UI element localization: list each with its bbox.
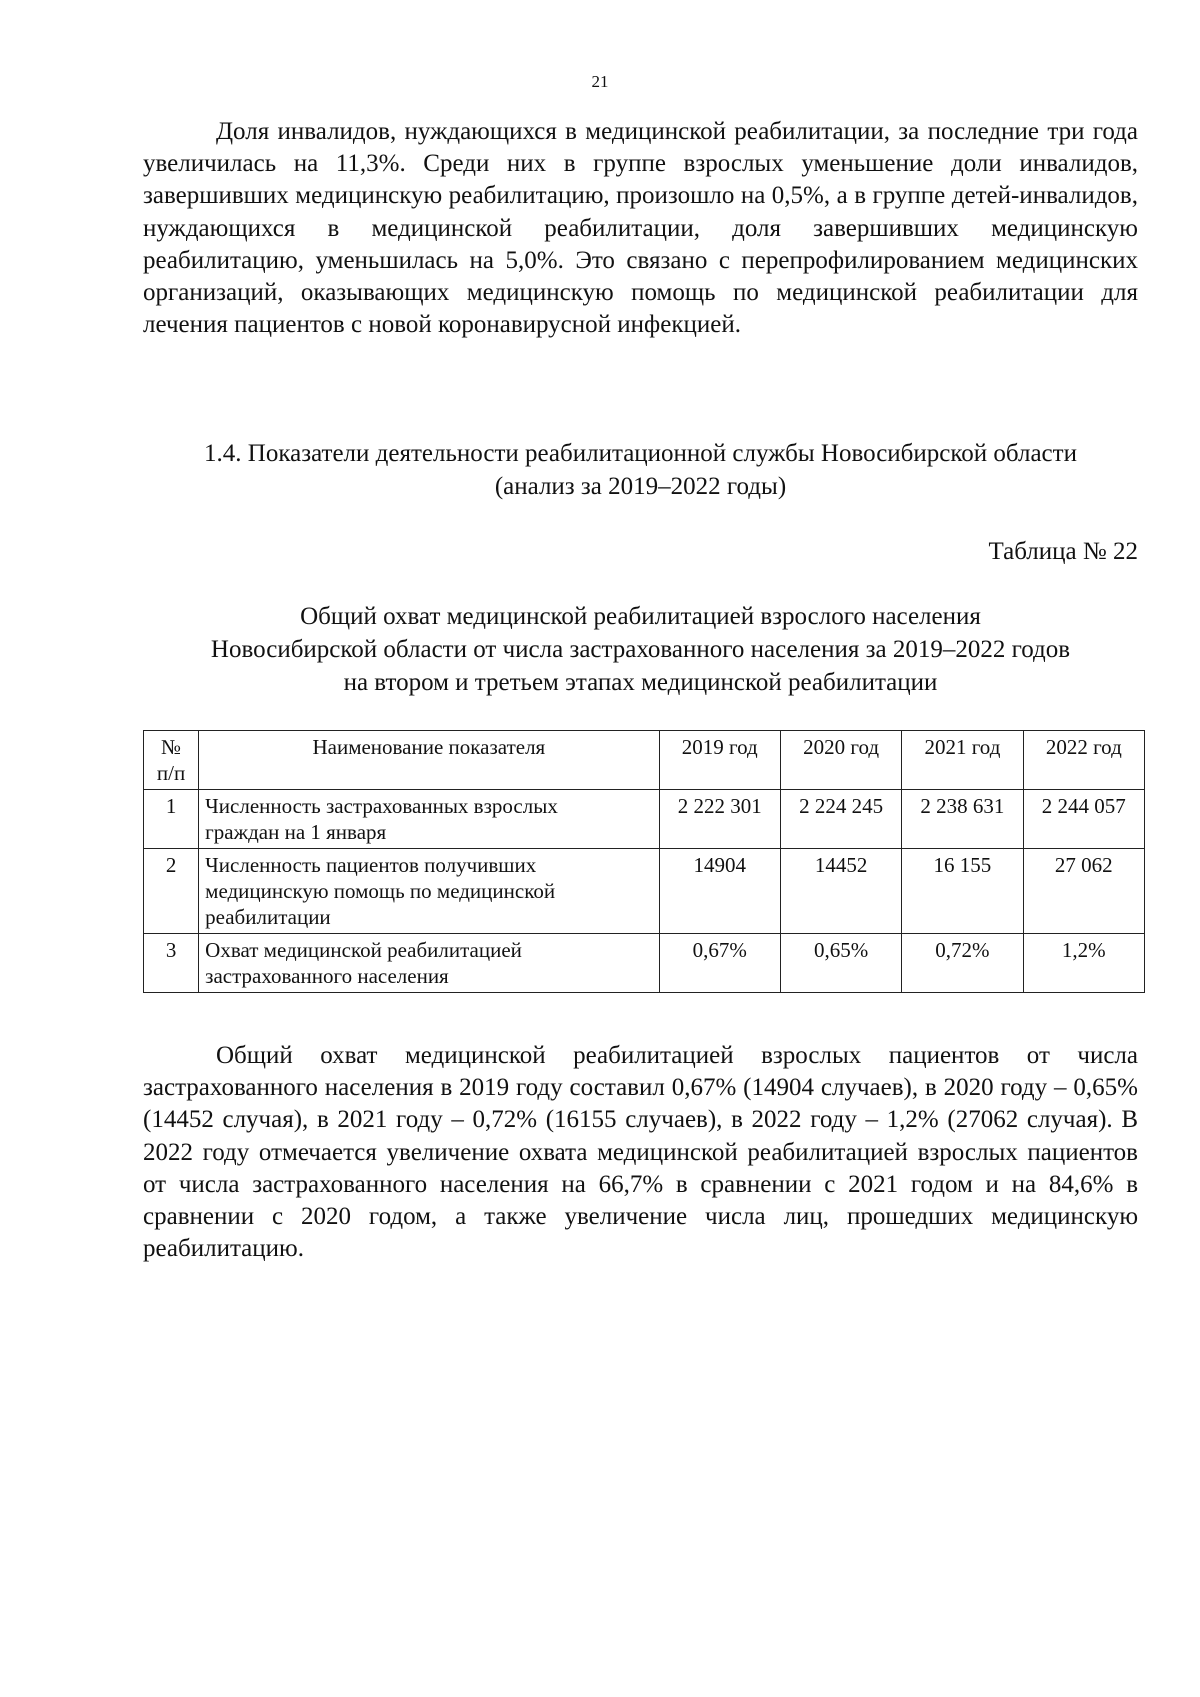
row-name — [199, 849, 659, 934]
header-2021: 2021 год — [902, 731, 1023, 790]
header-name: Наименование показателя — [199, 731, 659, 790]
cell-2019: 14904 — [659, 849, 780, 934]
header-2019: 2019 год — [659, 731, 780, 790]
section-heading-line-2: (анализ за 2019–2022 годы) — [494, 473, 787, 500]
cell-2019: 2 222 301 — [659, 790, 780, 849]
cell-2020: 2 224 245 — [780, 790, 901, 849]
paragraph-intro: Доля инвалидов, нуждающихся в медицинской реабилитации, за последние три года увеличилась на 11,3%. Среди них в группе взрослых уменьшение доли инвалидов, завершивших медицинскую реабилитацию, произошло на 0,5%, а в группе детей-инвалидов, нуждающихся в медицинской реабилитации, доля завершивших медицинскую реабилитацию, уменьшилась на 5,0%. Это связано с перепрофилированием медицинских организаций, оказывающих медицинскую помощь по медицинской реабилитации для лечения пациентов с новой коронавирусной инфекцией. — [143, 118, 1138, 339]
cell-2020: 0,65% — [780, 934, 901, 993]
data-table — [143, 730, 1145, 993]
header-num — [144, 731, 199, 790]
row-name-line: медицинскую помощь по медицинской — [205, 879, 556, 903]
row-name-line: застрахованного населения — [205, 964, 449, 988]
table-row — [144, 849, 1145, 934]
header-num-line-1: № — [161, 735, 182, 759]
row-name-line: Численность пациентов получивших — [205, 853, 537, 877]
row-name-line: Охват медицинской реабилитацией — [205, 938, 522, 962]
row-name — [199, 934, 659, 993]
row-num: 1 — [144, 790, 199, 849]
row-name-line: реабилитации — [205, 905, 331, 929]
cell-2022: 1,2% — [1023, 934, 1144, 993]
table-row — [144, 790, 1145, 849]
table-caption-line-3: на втором и третьем этапах медицинской реабилитации — [343, 669, 938, 696]
row-num: 2 — [144, 849, 199, 934]
cell-2020: 14452 — [780, 849, 901, 934]
cell-2022: 27 062 — [1023, 849, 1144, 934]
paragraph-summary: Общий охват медицинской реабилитацией взрослых пациентов от числа застрахованного населения в 2019 году составил 0,67% (14904 случаев), в 2020 году – 0,65% (14452 случая), в 2021 году – 0,72% (16155 случаев), в 2022 году – 1,2% (27062 случая). В 2022 году отмечается увеличение охвата медицинской реабилитацией взрослых пациентов от числа застрахованного населения на 66,7% в сравнении с 2021 годом и на 84,6% в сравнении с 2020 годом, а также увеличение числа лиц, прошедших медицинскую реабилитацию. — [143, 1042, 1138, 1263]
cell-2021: 16 155 — [902, 849, 1023, 934]
section-heading-line-1: 1.4. Показатели деятельности реабилитационной службы Новосибирской области — [204, 440, 1077, 467]
header-2022: 2022 год — [1023, 731, 1144, 790]
header-2020: 2020 год — [780, 731, 901, 790]
cell-2019: 0,67% — [659, 934, 780, 993]
table-row — [144, 934, 1145, 993]
row-name-line: граждан на 1 января — [205, 820, 387, 844]
row-name-line: Численность застрахованных взрослых — [205, 794, 558, 818]
cell-2022: 2 244 057 — [1023, 790, 1144, 849]
cell-2021: 2 238 631 — [902, 790, 1023, 849]
table-caption — [143, 600, 1138, 699]
table-caption-line-1: Общий охват медицинской реабилитацией взрослого населения — [300, 603, 981, 630]
cell-2021: 0,72% — [902, 934, 1023, 993]
page-number: 21 — [591, 72, 609, 91]
row-name — [199, 790, 659, 849]
table-caption-line-2: Новосибирской области от числа застрахованного населения за 2019–2022 годов — [210, 636, 1071, 663]
table-number: Таблица № 22 — [988, 538, 1138, 565]
section-heading — [143, 437, 1138, 503]
row-num: 3 — [144, 934, 199, 993]
header-num-line-2: п/п — [156, 761, 186, 785]
table-header-row — [144, 731, 1145, 790]
